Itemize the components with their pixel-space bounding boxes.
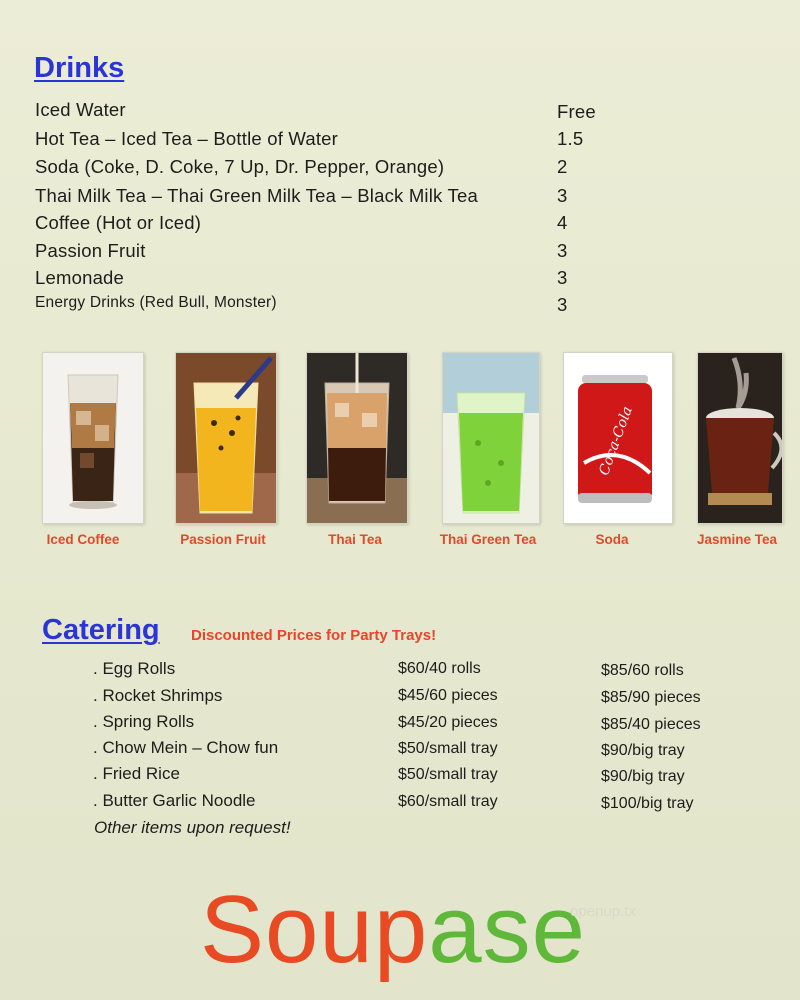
- coca-cola-logo: Coca-Cola: [596, 404, 636, 478]
- photo-caption: Thai Green Tea: [439, 532, 537, 547]
- brand-logo-part2: ase: [428, 876, 586, 983]
- photo-caption: Passion Fruit: [180, 532, 266, 547]
- iced-coffee-photo: [42, 352, 144, 524]
- jasmine-tea-photo: [697, 352, 783, 524]
- drink-price: 3: [557, 240, 568, 261]
- drink-price: 2: [557, 156, 568, 177]
- catering-small-price: $50/small tray: [398, 740, 498, 757]
- catering-item-name: . Butter Garlic Noodle: [93, 791, 256, 810]
- catering-small-price: $60/small tray: [398, 793, 498, 810]
- drink-name: Hot Tea – Iced Tea – Bottle of Water: [35, 128, 339, 149]
- catering-subtitle: Discounted Prices for Party Trays!: [191, 627, 437, 644]
- catering-small-price: $60/40 rolls: [398, 660, 481, 677]
- catering-item-name: . Rocket Shrimps: [93, 686, 223, 705]
- thai-tea-photo: [306, 352, 408, 524]
- catering-small-price: $45/60 pieces: [398, 687, 498, 704]
- photo-caption: Jasmine Tea: [696, 532, 778, 547]
- catering-item-name: . Spring Rolls: [93, 712, 195, 731]
- drink-price: 3: [557, 267, 568, 288]
- drink-name: Iced Water: [35, 99, 126, 120]
- drink-name: Passion Fruit: [35, 240, 146, 261]
- catering-big-price: $85/90 pieces: [601, 689, 701, 706]
- drink-name: Energy Drinks (Red Bull, Monster): [35, 294, 277, 311]
- drink-price: 4: [557, 212, 568, 233]
- drink-price: 3: [557, 185, 568, 206]
- catering-note: Other items upon request!: [94, 818, 291, 837]
- photo-caption: Soda: [595, 532, 629, 547]
- passion-fruit-photo: [175, 352, 277, 524]
- brand-logo: [200, 876, 586, 983]
- photo-caption: Iced Coffee: [46, 532, 120, 547]
- watermark: openup.tx: [570, 903, 636, 920]
- catering-item-name: . Egg Rolls: [93, 659, 176, 678]
- drink-price: 3: [557, 294, 568, 315]
- thai-green-tea-photo: [442, 352, 540, 524]
- catering-small-price: $45/20 pieces: [398, 714, 498, 731]
- catering-heading: Catering: [42, 614, 160, 646]
- catering-big-price: $85/60 rolls: [601, 662, 684, 679]
- catering-big-price: $90/big tray: [601, 768, 685, 785]
- drink-name: Lemonade: [35, 267, 125, 288]
- drink-price: Free: [557, 101, 596, 122]
- drink-name: Soda (Coke, D. Coke, 7 Up, Dr. Pepper, Orange): [35, 156, 445, 177]
- catering-big-price: $85/40 pieces: [601, 716, 701, 733]
- drink-name: Thai Milk Tea – Thai Green Milk Tea – Black Milk Tea: [35, 185, 478, 206]
- catering-big-price: $90/big tray: [601, 742, 685, 759]
- photo-caption: Thai Tea: [328, 532, 382, 547]
- brand-logo-part1: Soup: [200, 876, 429, 983]
- catering-item-name: . Fried Rice: [93, 764, 180, 783]
- drink-name: Coffee (Hot or Iced): [35, 212, 202, 233]
- drink-price: 1.5: [557, 128, 584, 149]
- catering-small-price: $50/small tray: [398, 766, 498, 783]
- catering-big-price: $100/big tray: [601, 795, 694, 812]
- drinks-heading: Drinks: [34, 52, 125, 84]
- catering-item-name: . Chow Mein – Chow fun: [93, 738, 279, 757]
- soda-can-photo: [563, 352, 673, 524]
